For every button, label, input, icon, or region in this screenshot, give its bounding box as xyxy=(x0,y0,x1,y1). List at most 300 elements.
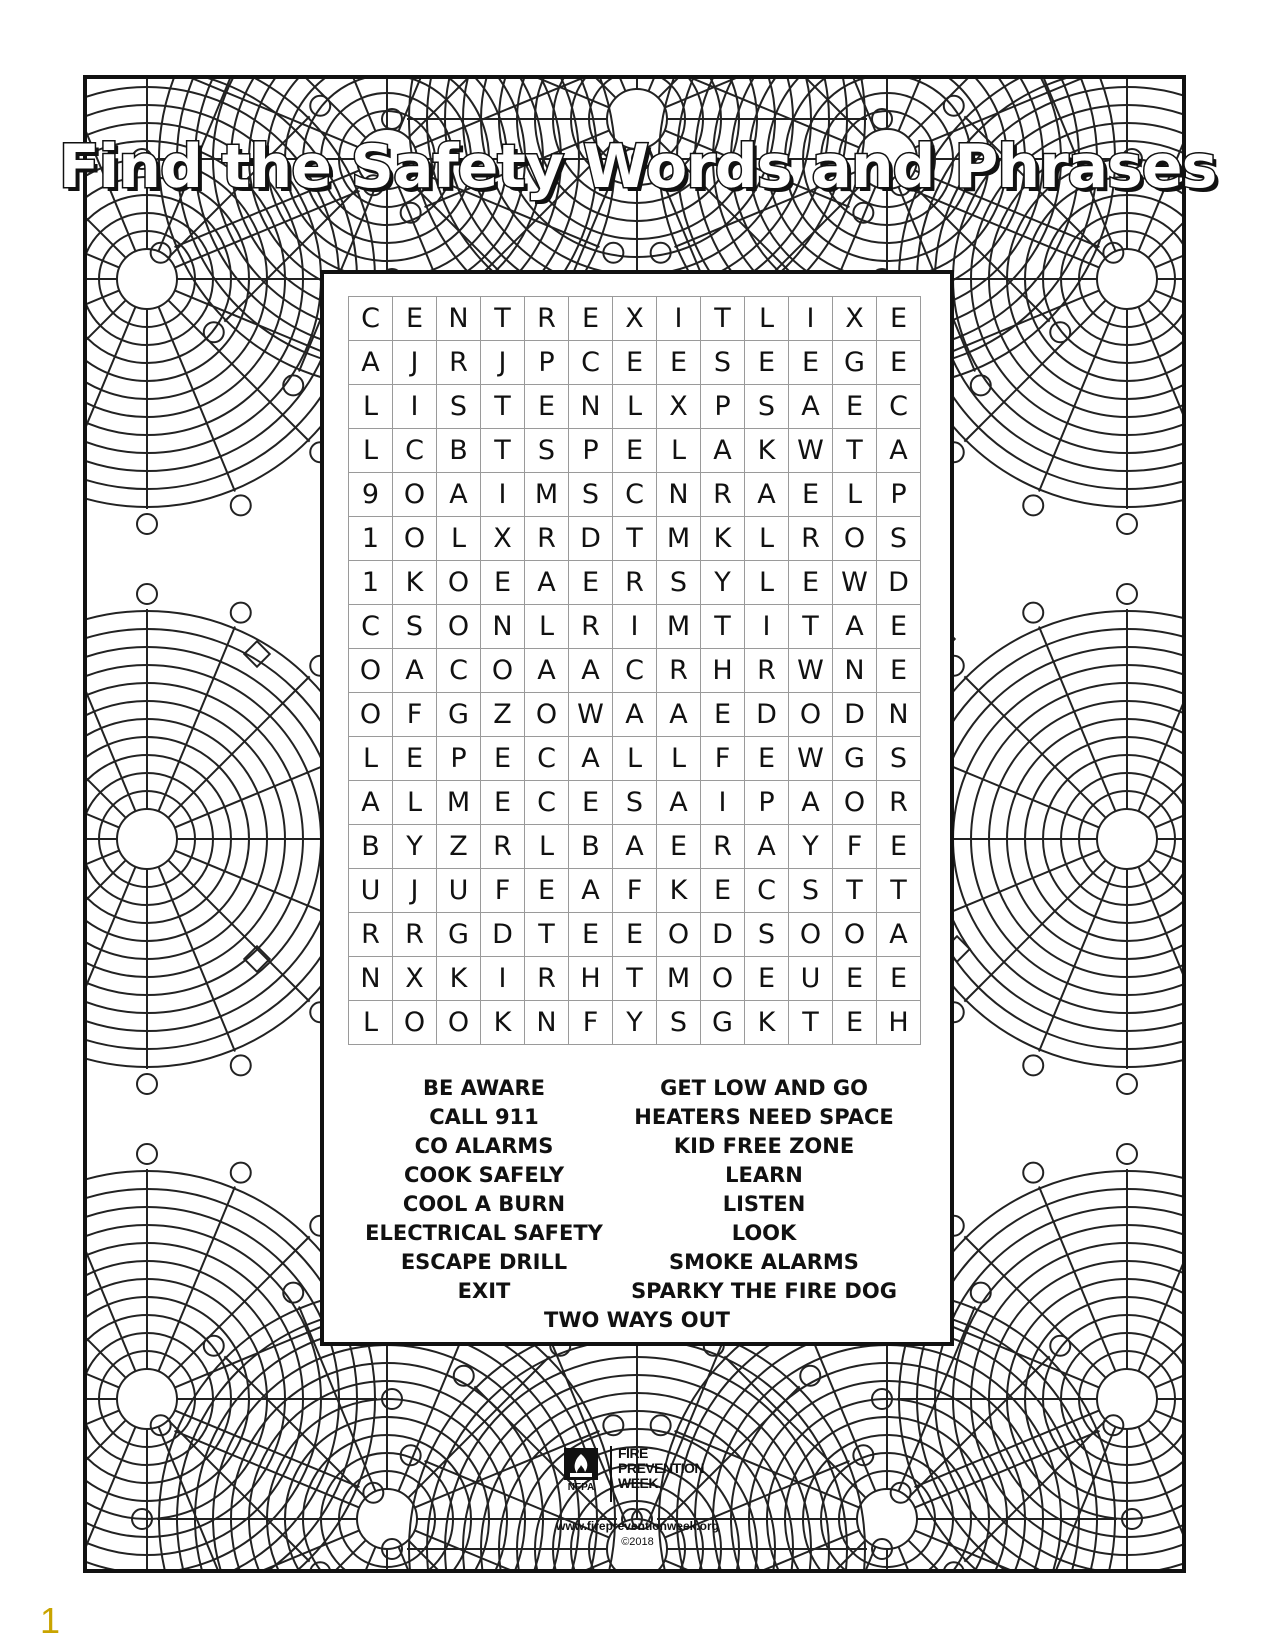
word-list-item: SMOKE ALARMS xyxy=(669,1250,859,1274)
grid-cell: E xyxy=(789,473,833,517)
grid-cell: R xyxy=(745,649,789,693)
grid-cell: X xyxy=(393,957,437,1001)
grid-cell: N xyxy=(481,605,525,649)
grid-cell: E xyxy=(657,825,701,869)
word-search-grid xyxy=(348,296,921,1045)
grid-cell: I xyxy=(701,781,745,825)
grid-cell: E xyxy=(789,561,833,605)
grid-row xyxy=(349,825,921,869)
grid-cell: E xyxy=(833,957,877,1001)
word-list-right xyxy=(604,1074,924,1306)
grid-cell: E xyxy=(877,957,921,1001)
grid-cell: A xyxy=(877,913,921,957)
grid-cell: E xyxy=(525,385,569,429)
grid-cell: E xyxy=(481,561,525,605)
grid-cell: L xyxy=(525,825,569,869)
grid-cell: 9 xyxy=(349,473,393,517)
grid-cell: O xyxy=(393,1001,437,1045)
grid-row xyxy=(349,385,921,429)
mandala-dot xyxy=(137,584,157,604)
grid-cell: E xyxy=(745,737,789,781)
grid-cell: F xyxy=(613,869,657,913)
grid-cell: E xyxy=(745,957,789,1001)
mandala-spoke xyxy=(658,1570,799,1573)
grid-cell: E xyxy=(569,913,613,957)
grid-cell: R xyxy=(789,517,833,561)
grid-row xyxy=(349,429,921,473)
word-list-left xyxy=(324,1074,644,1306)
grid-cell: T xyxy=(877,869,921,913)
grid-cell: K xyxy=(481,1001,525,1045)
grid-cell: K xyxy=(393,561,437,605)
grid-cell: Y xyxy=(393,825,437,869)
grid-cell: C xyxy=(525,781,569,825)
grid-cell: I xyxy=(745,605,789,649)
mandala-dot xyxy=(1050,1336,1070,1356)
grid-cell: T xyxy=(789,1001,833,1045)
grid-cell: I xyxy=(481,473,525,517)
grid-cell: J xyxy=(393,341,437,385)
grid-cell: B xyxy=(569,825,613,869)
grid-cell: X xyxy=(481,517,525,561)
grid-cell: E xyxy=(877,297,921,341)
grid-cell: L xyxy=(349,1001,393,1045)
grid-cell: S xyxy=(745,913,789,957)
grid-cell: D xyxy=(569,517,613,561)
grid-cell: C xyxy=(745,869,789,913)
grid-cell: G xyxy=(701,1001,745,1045)
grid-cell: R xyxy=(481,825,525,869)
grid-cell: T xyxy=(701,297,745,341)
grid-cell: Y xyxy=(789,825,833,869)
grid-cell: I xyxy=(481,957,525,1001)
grid-cell: A xyxy=(349,781,393,825)
grid-cell: O xyxy=(393,517,437,561)
grid-cell: R xyxy=(525,297,569,341)
grid-cell: E xyxy=(789,341,833,385)
grid-cell: L xyxy=(613,737,657,781)
word-list-item: CALL 911 xyxy=(429,1105,539,1129)
grid-cell: A xyxy=(569,737,613,781)
grid-cell: S xyxy=(525,429,569,473)
grid-cell: O xyxy=(437,561,481,605)
grid-cell: O xyxy=(437,605,481,649)
grid-row xyxy=(349,297,921,341)
grid-cell: G xyxy=(833,737,877,781)
grid-cell: A xyxy=(525,561,569,605)
word-list-item: KID FREE ZONE xyxy=(673,1134,855,1158)
grid-cell: D xyxy=(745,693,789,737)
mandala-ring xyxy=(117,809,177,869)
word-list-item: COOL A BURN xyxy=(402,1192,566,1216)
grid-cell: K xyxy=(657,869,701,913)
grid-cell: L xyxy=(349,737,393,781)
grid-cell: A xyxy=(789,781,833,825)
grid-cell: A xyxy=(437,473,481,517)
grid-cell: E xyxy=(877,341,921,385)
mandala-dot xyxy=(1117,1144,1137,1164)
grid-cell: C xyxy=(349,297,393,341)
grid-cell: S xyxy=(657,1001,701,1045)
nfpa-label: NFPA xyxy=(567,1482,595,1493)
grid-cell: W xyxy=(833,561,877,605)
grid-cell: O xyxy=(525,693,569,737)
logo-divider xyxy=(610,1446,612,1502)
grid-cell: I xyxy=(657,297,701,341)
grid-cell: P xyxy=(745,781,789,825)
grid-cell: N xyxy=(437,297,481,341)
grid-cell: N xyxy=(569,385,613,429)
grid-cell: G xyxy=(833,341,877,385)
grid-cell: T xyxy=(613,517,657,561)
grid-row xyxy=(349,913,921,957)
word-list-item: LEARN xyxy=(725,1163,803,1187)
mandala-ring xyxy=(1097,809,1157,869)
grid-cell: F xyxy=(701,737,745,781)
logo-wordmark xyxy=(618,1446,718,1491)
mandala-spoke xyxy=(1148,300,1186,441)
grid-cell: G xyxy=(437,913,481,957)
grid-cell: C xyxy=(525,737,569,781)
mandala-dot xyxy=(1023,1163,1043,1183)
grid-cell: A xyxy=(657,693,701,737)
grid-cell: E xyxy=(569,297,613,341)
grid-cell: U xyxy=(437,869,481,913)
grid-row xyxy=(349,473,921,517)
grid-cell: S xyxy=(701,341,745,385)
grid-row xyxy=(349,869,921,913)
grid-cell: S xyxy=(877,737,921,781)
grid-cell: S xyxy=(613,781,657,825)
grid-cell: W xyxy=(789,429,833,473)
word-list-item: HEATERS NEED SPACE xyxy=(634,1105,894,1129)
grid-cell: W xyxy=(569,693,613,737)
grid-cell: A xyxy=(613,825,657,869)
grid-cell: W xyxy=(789,649,833,693)
grid-cell: E xyxy=(613,341,657,385)
grid-cell: E xyxy=(745,341,789,385)
grid-cell: O xyxy=(833,913,877,957)
grid-cell: W xyxy=(789,737,833,781)
grid-cell: O xyxy=(789,693,833,737)
grid-cell: 1 xyxy=(349,561,393,605)
grid-cell: R xyxy=(393,913,437,957)
grid-cell: C xyxy=(569,341,613,385)
grid-row xyxy=(349,957,921,1001)
grid-cell: L xyxy=(745,517,789,561)
mandala-dot xyxy=(231,1055,251,1075)
grid-cell: E xyxy=(613,429,657,473)
grid-cell: K xyxy=(701,517,745,561)
grid-cell: Z xyxy=(481,693,525,737)
grid-cell: A xyxy=(701,429,745,473)
word-list-item: GET LOW AND GO xyxy=(660,1076,868,1100)
mandala-dot xyxy=(204,1336,224,1356)
word-list-item: BE AWARE xyxy=(423,1076,545,1100)
grid-cell: E xyxy=(481,737,525,781)
grid-cell: E xyxy=(701,869,745,913)
grid-cell: F xyxy=(569,1001,613,1045)
grid-cell: E xyxy=(393,297,437,341)
grid-cell: A xyxy=(789,385,833,429)
word-list-item: COOK SAFELY xyxy=(403,1163,565,1187)
grid-cell: A xyxy=(745,473,789,517)
grid-cell: L xyxy=(437,517,481,561)
grid-cell: O xyxy=(833,517,877,561)
mandala-dot xyxy=(231,495,251,515)
grid-cell: C xyxy=(613,473,657,517)
grid-cell: F xyxy=(833,825,877,869)
grid-cell: E xyxy=(833,1001,877,1045)
grid-cell: A xyxy=(569,649,613,693)
grid-cell: P xyxy=(525,341,569,385)
grid-cell: G xyxy=(437,693,481,737)
grid-cell: O xyxy=(437,1001,481,1045)
grid-cell: N xyxy=(349,957,393,1001)
grid-cell: T xyxy=(613,957,657,1001)
grid-cell: E xyxy=(833,385,877,429)
grid-cell: S xyxy=(657,561,701,605)
grid-cell: E xyxy=(569,561,613,605)
mandala-dot xyxy=(1117,584,1137,604)
word-list-item: ESCAPE DRILL xyxy=(400,1250,568,1274)
grid-cell: B xyxy=(437,429,481,473)
grid-cell: L xyxy=(833,473,877,517)
grid-cell: R xyxy=(525,517,569,561)
grid-cell: B xyxy=(349,825,393,869)
grid-cell: D xyxy=(877,561,921,605)
grid-cell: L xyxy=(349,429,393,473)
grid-row xyxy=(349,341,921,385)
grid-cell: J xyxy=(393,869,437,913)
grid-cell: T xyxy=(789,605,833,649)
grid-cell: E xyxy=(877,825,921,869)
grid-cell: O xyxy=(349,649,393,693)
grid-cell: K xyxy=(745,429,789,473)
logo-line: WEEK xyxy=(618,1475,658,1491)
grid-cell: N xyxy=(833,649,877,693)
mandala-spoke xyxy=(87,1236,126,1377)
word-list-item: TWO WAYS OUT xyxy=(544,1308,730,1332)
mandala-dot xyxy=(204,322,224,342)
grid-cell: D xyxy=(701,913,745,957)
grid-cell: L xyxy=(657,429,701,473)
grid-cell: H xyxy=(569,957,613,1001)
grid-row xyxy=(349,649,921,693)
grid-cell: R xyxy=(525,957,569,1001)
grid-cell: T xyxy=(481,297,525,341)
grid-cell: A xyxy=(877,429,921,473)
mandala-spoke xyxy=(1148,860,1186,1001)
mandala-spoke xyxy=(474,1570,615,1573)
grid-cell: E xyxy=(701,693,745,737)
grid-cell: R xyxy=(437,341,481,385)
word-list-item: LISTEN xyxy=(722,1192,806,1216)
grid-cell: D xyxy=(833,693,877,737)
grid-cell: A xyxy=(657,781,701,825)
grid-cell: K xyxy=(745,1001,789,1045)
mandala-spoke xyxy=(87,300,126,441)
grid-cell: C xyxy=(437,649,481,693)
grid-cell: R xyxy=(701,825,745,869)
grid-cell: C xyxy=(877,385,921,429)
grid-cell: R xyxy=(877,781,921,825)
mandala-spoke xyxy=(1148,676,1186,817)
grid-cell: X xyxy=(833,297,877,341)
mandala-dot xyxy=(971,375,991,395)
grid-cell: E xyxy=(393,737,437,781)
grid-cell: L xyxy=(525,605,569,649)
mandala-dot xyxy=(231,603,251,623)
grid-cell: I xyxy=(789,297,833,341)
grid-cell: O xyxy=(657,913,701,957)
grid-cell: C xyxy=(393,429,437,473)
grid-cell: O xyxy=(789,913,833,957)
mandala-spoke xyxy=(1148,1236,1186,1377)
grid-row xyxy=(349,561,921,605)
grid-cell: M xyxy=(657,605,701,649)
grid-cell: R xyxy=(569,605,613,649)
grid-row xyxy=(349,517,921,561)
grid-cell: N xyxy=(525,1001,569,1045)
copyright: ©2018 xyxy=(621,1536,654,1548)
grid-row xyxy=(349,737,921,781)
grid-cell: O xyxy=(393,473,437,517)
grid-cell: T xyxy=(701,605,745,649)
grid-cell: P xyxy=(877,473,921,517)
grid-cell: 1 xyxy=(349,517,393,561)
grid-cell: T xyxy=(833,429,877,473)
mandala-dot xyxy=(137,514,157,534)
grid-cell: O xyxy=(481,649,525,693)
grid-cell: S xyxy=(393,605,437,649)
grid-cell: L xyxy=(745,561,789,605)
mandala-dot xyxy=(283,1283,303,1303)
grid-row xyxy=(349,693,921,737)
grid-cell: M xyxy=(657,517,701,561)
grid-cell: H xyxy=(701,649,745,693)
grid-cell: S xyxy=(569,473,613,517)
page-number: 1 xyxy=(40,1600,61,1641)
word-list-item: LOOK xyxy=(731,1221,797,1245)
grid-cell: O xyxy=(349,693,393,737)
grid-cell: A xyxy=(349,341,393,385)
word-search-panel xyxy=(320,270,954,1346)
grid-cell: I xyxy=(393,385,437,429)
grid-cell: U xyxy=(349,869,393,913)
mandala-spoke xyxy=(87,860,126,1001)
word-list-item: EXIT xyxy=(457,1279,511,1303)
website-link[interactable]: www.firepreventionweek.org xyxy=(556,1519,719,1533)
grid-row xyxy=(349,781,921,825)
grid-cell: E xyxy=(613,913,657,957)
grid-cell: X xyxy=(613,297,657,341)
grid-cell: A xyxy=(569,869,613,913)
mandala-dot xyxy=(944,1562,964,1573)
grid-cell: A xyxy=(613,693,657,737)
mandala-dot xyxy=(971,1283,991,1303)
grid-cell: L xyxy=(393,781,437,825)
grid-cell: S xyxy=(789,869,833,913)
grid-cell: L xyxy=(349,385,393,429)
word-list-item: CO ALARMS xyxy=(414,1134,554,1158)
mandala-dot xyxy=(283,375,303,395)
grid-cell: E xyxy=(877,649,921,693)
grid-cell: Y xyxy=(613,1001,657,1045)
grid-cell: D xyxy=(481,913,525,957)
grid-cell: R xyxy=(613,561,657,605)
mandala-dot xyxy=(310,1562,330,1573)
grid-cell: M xyxy=(525,473,569,517)
grid-cell: S xyxy=(745,385,789,429)
grid-cell: L xyxy=(613,385,657,429)
grid-cell: H xyxy=(877,1001,921,1045)
grid-cell: A xyxy=(833,605,877,649)
grid-row xyxy=(349,1001,921,1045)
grid-cell: O xyxy=(701,957,745,1001)
grid-cell: E xyxy=(877,605,921,649)
grid-cell: Y xyxy=(701,561,745,605)
grid-cell: E xyxy=(525,869,569,913)
logo-line: FIRE xyxy=(618,1445,648,1461)
mandala-dot xyxy=(1023,1055,1043,1075)
grid-cell: C xyxy=(349,605,393,649)
grid-cell: R xyxy=(701,473,745,517)
grid-row xyxy=(349,605,921,649)
logo-line: PREVENTION xyxy=(618,1460,705,1476)
grid-cell: U xyxy=(789,957,833,1001)
mandala-dot xyxy=(1023,495,1043,515)
grid-cell: P xyxy=(569,429,613,473)
grid-cell: O xyxy=(833,781,877,825)
word-list-item: ELECTRICAL SAFETY xyxy=(365,1221,603,1245)
mandala-dot xyxy=(1117,514,1137,534)
mandala-dot xyxy=(137,1074,157,1094)
grid-cell: T xyxy=(481,385,525,429)
grid-cell: C xyxy=(613,649,657,693)
nfpa-logo xyxy=(558,1446,604,1496)
mandala-dot xyxy=(1050,322,1070,342)
grid-cell: T xyxy=(481,429,525,473)
grid-cell: E xyxy=(481,781,525,825)
grid-cell: A xyxy=(745,825,789,869)
grid-cell: M xyxy=(657,957,701,1001)
grid-cell: I xyxy=(613,605,657,649)
grid-cell: N xyxy=(657,473,701,517)
grid-cell: Z xyxy=(437,825,481,869)
word-list-item: SPARKY THE FIRE DOG xyxy=(631,1279,897,1303)
grid-cell: E xyxy=(569,781,613,825)
grid-cell: L xyxy=(657,737,701,781)
mandala-dot xyxy=(1117,1074,1137,1094)
grid-cell: S xyxy=(437,385,481,429)
grid-cell: R xyxy=(657,649,701,693)
grid-cell: X xyxy=(657,385,701,429)
grid-cell: J xyxy=(481,341,525,385)
grid-cell: A xyxy=(525,649,569,693)
grid-cell: T xyxy=(833,869,877,913)
grid-cell: E xyxy=(657,341,701,385)
grid-cell: S xyxy=(877,517,921,561)
grid-cell: N xyxy=(877,693,921,737)
grid-cell: A xyxy=(393,649,437,693)
grid-cell: P xyxy=(701,385,745,429)
grid-cell: F xyxy=(481,869,525,913)
page-title: Find the Safety Words and Phrases xyxy=(58,132,1217,202)
grid-cell: P xyxy=(437,737,481,781)
grid-cell: L xyxy=(745,297,789,341)
grid-cell: M xyxy=(437,781,481,825)
